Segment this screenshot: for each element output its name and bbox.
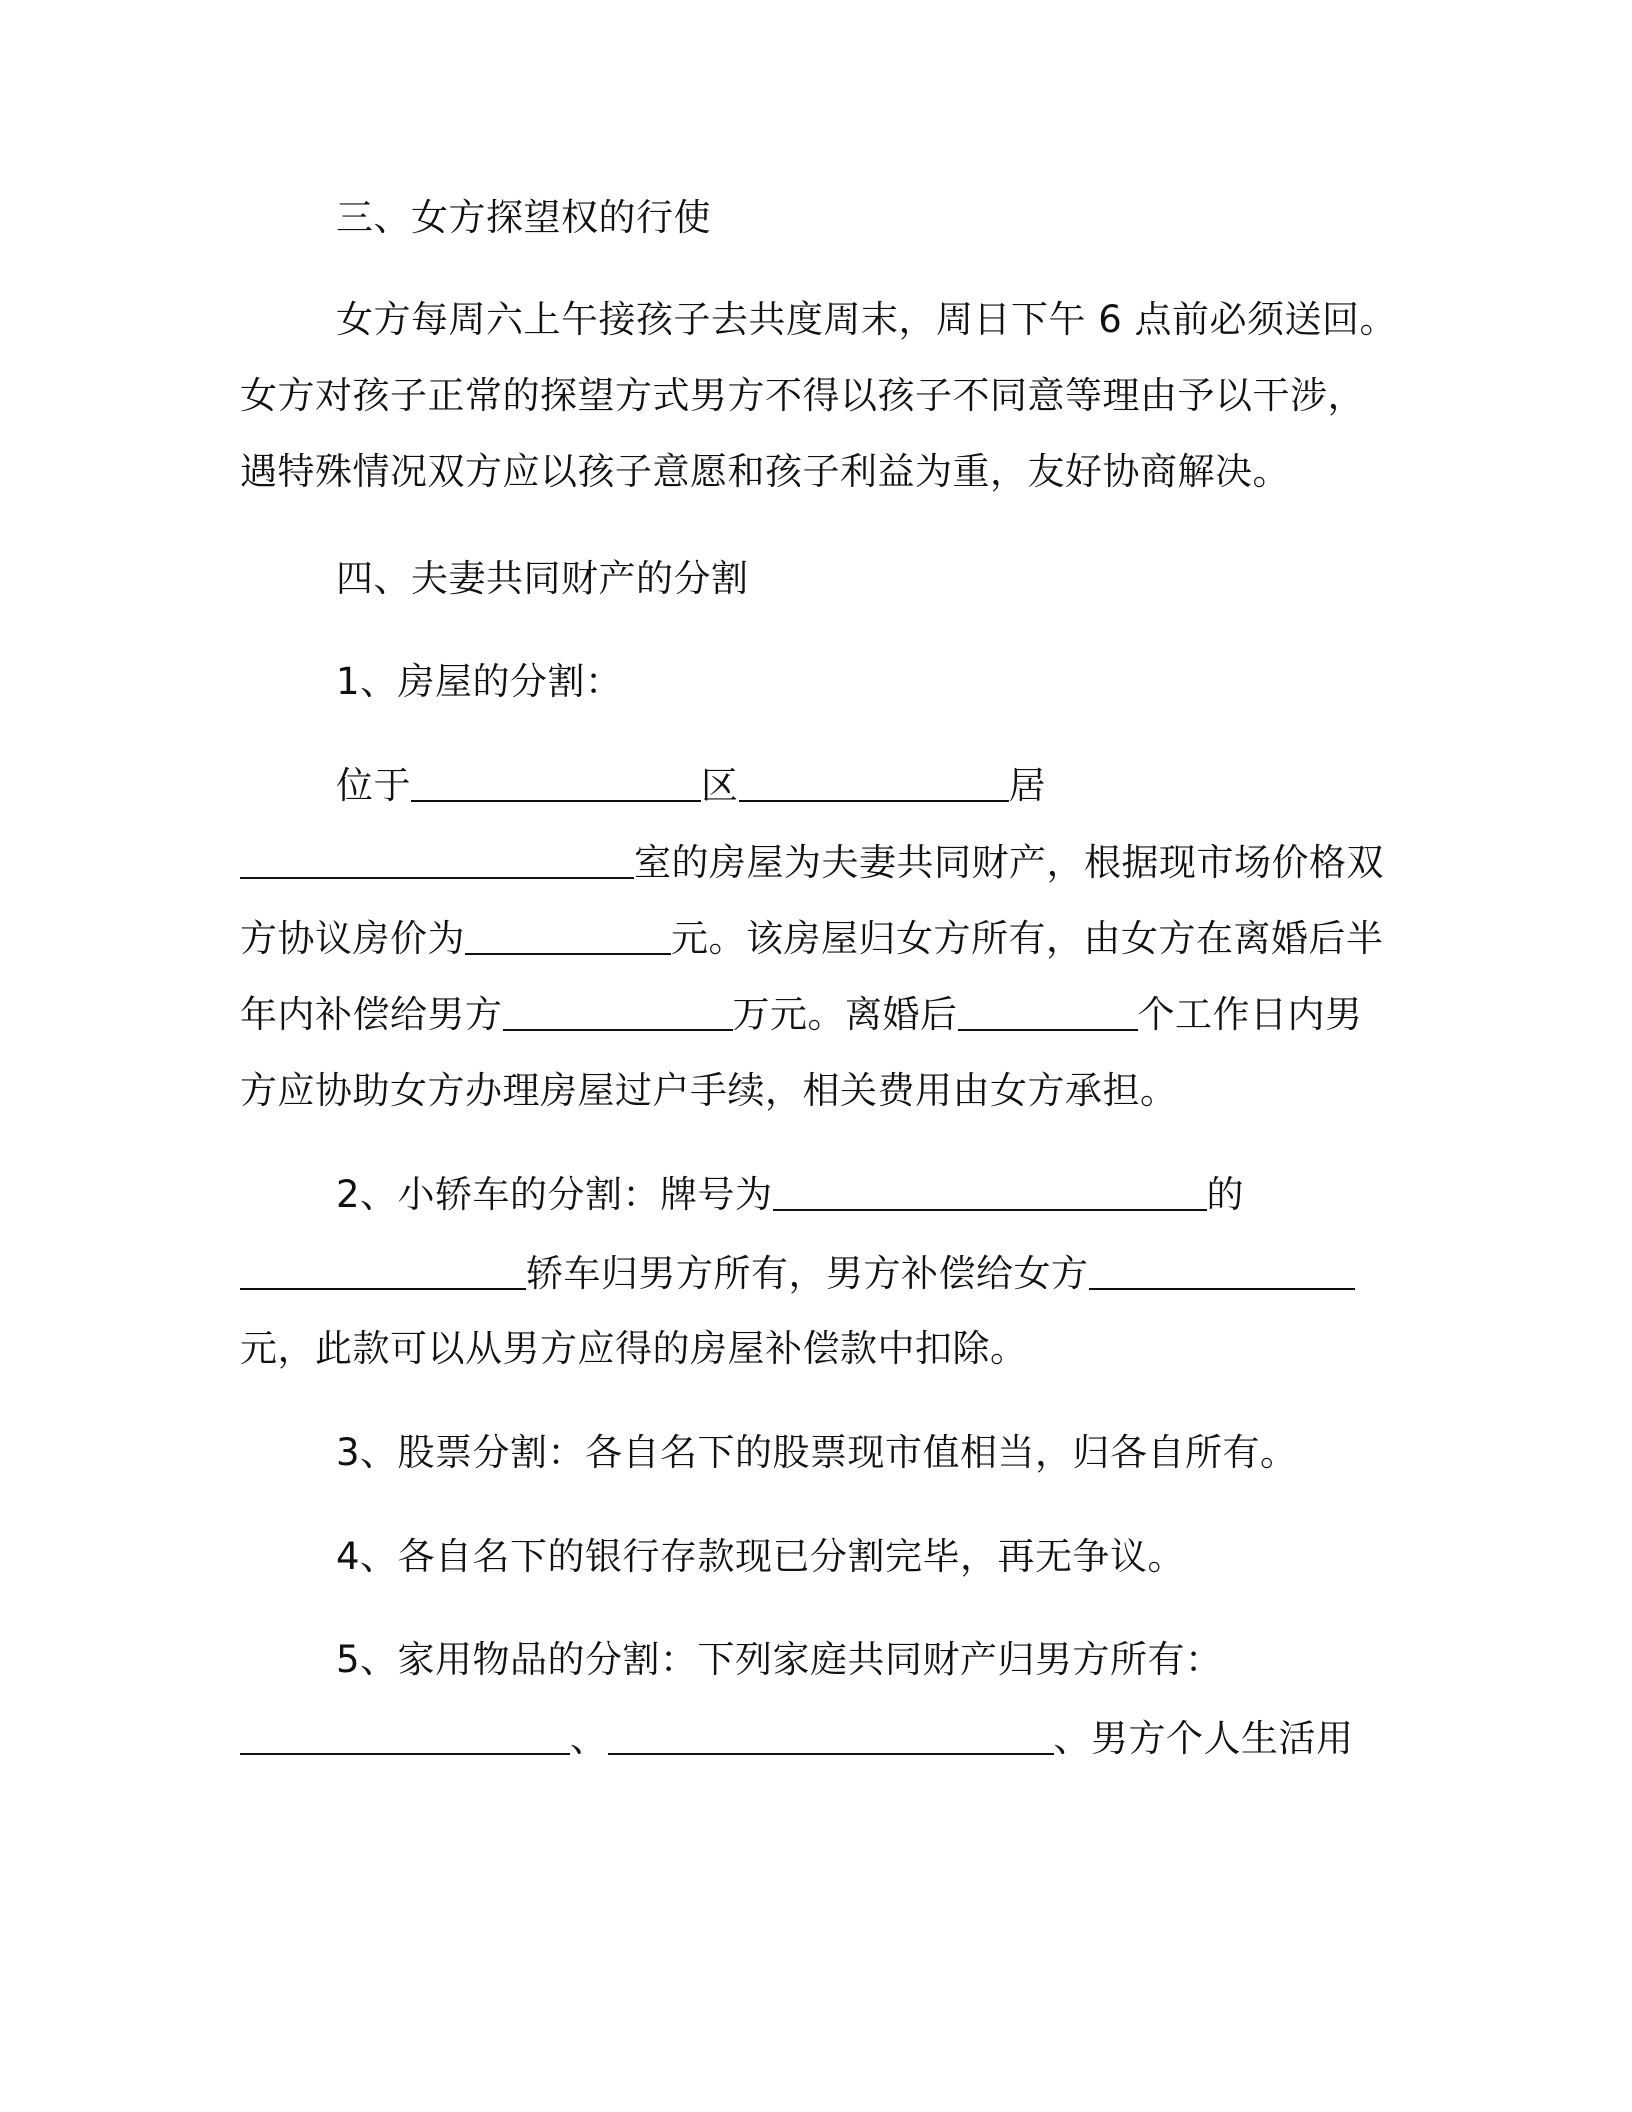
paragraph-line [336, 298, 1397, 342]
paragraph-line [240, 917, 1384, 961]
paragraph-text: 遇特殊情况双方应以孩子意愿和孩子利益为重，友好协商解决。 [240, 450, 1290, 493]
paragraph-text: 、 [570, 1717, 608, 1760]
paragraph-text: 方应协助女方办理房屋过户手续，相关费用由女方承担。 [240, 1069, 1178, 1112]
paragraph-text: 年内补偿给男方 [240, 993, 503, 1036]
paragraph-text: 、男方个人生活用 [1053, 1717, 1354, 1760]
paragraph-text: 区 [701, 764, 739, 807]
paragraph-text: 个工作日内男 [1137, 993, 1363, 1036]
subheading-house [336, 660, 623, 704]
paragraph-line [240, 1252, 1355, 1296]
paragraph-text: 5、家用物品的分割：下列家庭共同财产归男方所有： [336, 1638, 1223, 1681]
paragraph-line [240, 374, 1365, 418]
blank-field-car-compensation[interactable] [1089, 1258, 1355, 1290]
paragraph-line [240, 1327, 1028, 1371]
heading-text: 三、女方探望权的行使 [336, 196, 711, 239]
subheading-text: 1、房屋的分割： [336, 660, 623, 703]
paragraph-line [240, 841, 1384, 885]
blank-field-item-2[interactable] [608, 1723, 1054, 1755]
paragraph-line [240, 1717, 1354, 1761]
paragraph-line [336, 1535, 1185, 1579]
paragraph-line [336, 1638, 1223, 1682]
paragraph-text: 元。该房屋归女方所有，由女方在离婚后半 [671, 917, 1384, 960]
heading-text: 四、夫妻共同财产的分割 [336, 557, 749, 600]
paragraph-text: 的 [1206, 1173, 1245, 1216]
paragraph-text: 3、股票分割：各自名下的股票现市值相当，归各自所有。 [336, 1431, 1298, 1474]
blank-field-house-price[interactable] [465, 923, 671, 955]
section-heading-visitation [336, 196, 711, 240]
blank-field-room[interactable] [240, 847, 634, 879]
blank-field-location[interactable] [411, 770, 701, 802]
blank-field-workdays[interactable] [958, 999, 1138, 1031]
paragraph-line [240, 993, 1363, 1037]
paragraph-line [336, 1173, 1244, 1217]
blank-field-plate-number[interactable] [773, 1179, 1207, 1211]
paragraph-line [336, 1431, 1298, 1475]
paragraph-text: 室的房屋为夫妻共同财产，根据现市场价格双 [634, 841, 1384, 884]
blank-field-car-model[interactable] [240, 1258, 526, 1290]
paragraph-line [336, 764, 1046, 808]
paragraph-text: 居 [1008, 764, 1046, 807]
blank-field-compensation[interactable] [503, 999, 733, 1031]
paragraph-text: 方协议房价为 [240, 917, 465, 960]
paragraph-text: 2、小轿车的分割：牌号为 [336, 1173, 773, 1216]
paragraph-text: 轿车归男方所有，男方补偿给女方 [526, 1252, 1089, 1295]
paragraph-text: 4、各自名下的银行存款现已分割完毕，再无争议。 [336, 1535, 1186, 1578]
paragraph-text: 元，此款可以从男方应得的房屋补偿款中扣除。 [240, 1327, 1028, 1370]
paragraph-line [240, 450, 1290, 494]
paragraph-text: 女方每周六上午接孩子去共度周末，周日下午 6 点前必须送回。 [336, 298, 1398, 341]
paragraph-text: 万元。离婚后 [732, 993, 958, 1036]
blank-field-district[interactable] [739, 770, 1009, 802]
paragraph-text: 位于 [336, 764, 411, 807]
blank-field-item-1[interactable] [240, 1723, 570, 1755]
paragraph-line [240, 1069, 1178, 1113]
section-heading-property [336, 557, 749, 601]
paragraph-text: 女方对孩子正常的探望方式男方不得以孩子不同意等理由予以干涉， [240, 374, 1365, 417]
